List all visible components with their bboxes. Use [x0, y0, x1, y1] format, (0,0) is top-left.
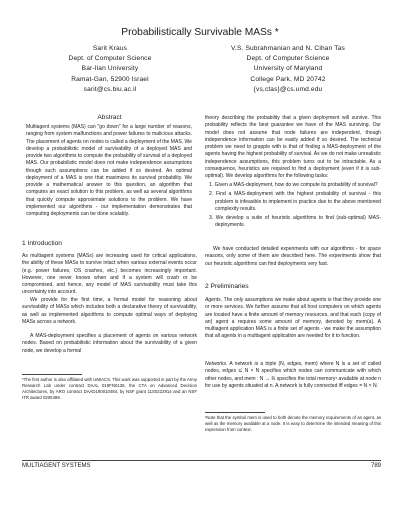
- author-dept: Dept. of Computer Science: [68, 55, 152, 63]
- author-block-right: [203, 44, 373, 95]
- page-number: 789: [370, 463, 381, 469]
- author-address: Ramat-Gan, 52900 Israel: [71, 75, 149, 83]
- footer-section-name: MULTIAGENT SYSTEMS: [22, 463, 91, 469]
- author-block-left: [55, 44, 165, 95]
- author-university: Bar-Ilan University: [81, 65, 139, 73]
- networks-label: Networks.: [205, 361, 228, 367]
- list-item: 2. Find a MAS-deployment with the highest probability of survival - this problem is infeasible to implement in practice due to the above mentioned complexity results.: [209, 191, 381, 212]
- intro-paragraph-2: We provide for the first time, a formal model for reasoning about survivability of MASs which includes both a declarative theory of survivability, as well as implemented algorithms to compute optimal ways of deploying MASs across a network.: [22, 297, 197, 325]
- paper-title: Probabilistically Survivable MASs *: [121, 27, 279, 38]
- footnote-rule: [205, 412, 265, 413]
- right-paragraph-2: We have conducted detailed experiments with our algorithms - for space reasons, only some of them are described here. The experiments show that our heuristic algorithms can find deployments very fast.: [205, 246, 381, 267]
- agents-paragraph: [205, 297, 381, 341]
- footnote-left: *The first author is also affiliated with UMIACS. This work was supported in part by the Army Research Lab under contract DAAL 019FN0135, the CTA on Advanced Decision Architectures, by ARO contract DAAD190010484, by NSF grant 11S0222914 and an NSF ITR award 0205489.: [22, 377, 197, 401]
- author-dept: Dept. of Computer Science: [246, 55, 330, 63]
- agents-label: Agents.: [205, 297, 223, 303]
- footnote-rule: [22, 374, 82, 375]
- author-name: V.S. Subrahmanian and N. Cihan Tas: [231, 45, 345, 52]
- networks-paragraph: [205, 361, 381, 390]
- footer-rule: [22, 460, 381, 461]
- right-paragraph-1: theory describing the probability that a given deployment will survive. This probability reflects the best guarantee we have of the MAS surviving. Our model does not assume that node failures are independent, though independence information can be easily added if so desired. The technical problem we need to grapple with is that of finding a MAS-deployment of the agents having the highest probability of survival. As we do not make unrealistic independence assumptions, this problem turns out to be intractable. As a consequence, heuristics are required to find a deployment (even if it is sub-optimal). We develop algorithms for the following tasks:: [205, 115, 381, 179]
- section-heading-introduction: 1 Introduction: [22, 240, 62, 247]
- intro-paragraph-1: As multiagent systems (MASs) are increasing used for critical applications, the ability of these MASs to survive intact when various external events occur (e.g. power failures, OS crashes, etc.) becomes increasingly important. However, one never knows when and if a system will crash or be compromised, and hence, any model of MAS survivability must take this uncertainty into account.: [22, 253, 197, 296]
- author-university: University of Maryland: [253, 65, 323, 73]
- list-item: 3. We develop a suite of heuristic algorithms to find (sub-optimal) MAS-deployments.: [209, 215, 381, 229]
- abstract-heading: Abstract: [97, 114, 122, 121]
- networks-text: A network is a triple (N, edges, mem) where N is a set of called nodes, edges ⊆ N × N specifies which nodes can communicate with which other nodes, and mem : N → ℝ specifies the total memory¹ available at node n for use by agents situated at n. A network is fully connected iff edges = N × N.: [205, 361, 381, 389]
- author-email: {vs,ctas}@cs.umd.edu: [253, 85, 323, 93]
- list-item: 1. Given a MAS-deployment, how do we compute its probability of survival?: [209, 182, 378, 188]
- author-name: Sarit Kraus: [92, 45, 128, 52]
- footnote-right: ¹Note that the symbol mem is used to both denote the memory requirements of an agent, as well as the memory available at a node. It is easy to determine the intended meaning of this expression from context.: [205, 415, 381, 433]
- task-list: [205, 182, 381, 230]
- intro-paragraph-3: A MAS-deployment specifies a placement of agents on various network nodes. Based on probabilistic information about the survivability of a given node, we develop a formal: [22, 333, 197, 354]
- author-address: College Park, MD 20742: [250, 75, 326, 83]
- abstract-text: Multiagent systems (MAS) can "go down" for a large number of reasons, ranging from system malfunctions and power failures to malicious attacks. The placement of agents on nodes is called a deployment of the MAS. We develop a probabilistic model of survivability of a deployed MAS and provide two algorithms to compute the probability of survival of a deployed MAS. Our probabilistic model does not make independence assumptions though such assumptions can be added if so desired. An optimal deployment of a MAS is one that maximizes its survival probability. We provide a mathematical answer to this question, an algorithm that computes an exact solution to this problem, as well as several algorithms that quickly compute approximate solutions to the problem. We have implemented our algorithms - our implementation demonstrates that computing deployments can be done scalably.: [26, 124, 192, 217]
- agents-text: The only assumptions we make about agents is that they provide one or more services. We further assume that all host computers on which agents are located have a finite amount of memory resources, and that each (copy of an) agent a requires some amount of memory, denoted by mem(a). A multiagent application MAS is a finite set of agents - we make the assumption that all agents in a multiagent application are needed for it to function.: [205, 297, 381, 340]
- section-heading-preliminaries: 2 Preliminaries: [205, 283, 249, 290]
- author-email: sarit@cs.biu.ac.il: [83, 85, 137, 93]
